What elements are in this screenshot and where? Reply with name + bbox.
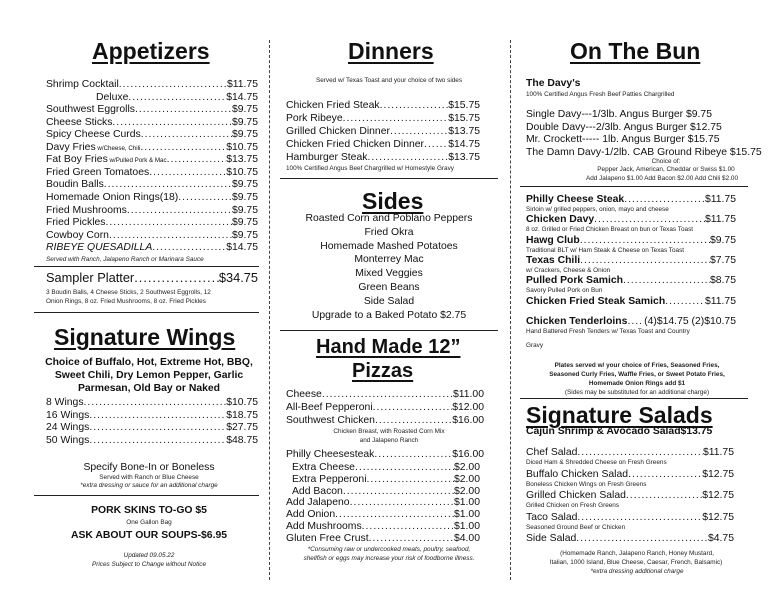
davys-heading: The Davy's bbox=[526, 78, 581, 89]
burger-name: Mr. Crockett----- 1lb. Angus Burger bbox=[526, 134, 688, 145]
wing-row bbox=[46, 410, 258, 422]
bun-item-name: Texas Chili bbox=[526, 254, 581, 266]
sw-note-2: and Jalapeno Ranch bbox=[359, 437, 419, 444]
choice-1: Choice of: bbox=[651, 158, 681, 165]
appetizer-name: Cheese Sticks bbox=[46, 116, 113, 128]
salad-row bbox=[526, 533, 734, 545]
bun-item-name: Chicken Tenderloins bbox=[526, 315, 628, 327]
pizza-extra-dots bbox=[350, 497, 454, 509]
salad-dots bbox=[577, 512, 702, 524]
bun-item-name: Chicken Fried Steak Samich bbox=[526, 295, 666, 307]
salad-note: Grilled Chicken on Fresh Greens bbox=[526, 502, 620, 510]
appetizer-name: Homemade Onion Rings(18) bbox=[46, 191, 179, 203]
burger-row bbox=[526, 109, 712, 121]
side-item: Side Salad bbox=[363, 295, 415, 307]
pizza-price: $12.00 bbox=[452, 402, 484, 413]
bun-item-dots bbox=[624, 194, 705, 206]
pizza-dots bbox=[373, 402, 453, 414]
warning-2: shellfish or eggs may increase your risk of foodborne illness. bbox=[303, 555, 475, 562]
side-item: Fried Okra bbox=[364, 226, 414, 238]
dinner-name: Chicken Fried Chicken Dinner bbox=[286, 139, 425, 150]
philly-pizza-name: Philly Cheesesteak bbox=[286, 449, 375, 460]
appetizer-row bbox=[46, 142, 258, 155]
salad-name: Taco Salad bbox=[526, 511, 578, 523]
wing-dots bbox=[84, 397, 227, 409]
dinner-row bbox=[286, 100, 480, 112]
dinners-divider bbox=[280, 178, 498, 179]
pizza-extra-name: Gluten Free Crust bbox=[286, 532, 369, 544]
wings-divider bbox=[34, 495, 259, 496]
pizza-dots bbox=[322, 389, 453, 401]
burger-price: $12.75 bbox=[690, 121, 722, 133]
dinner-price: $14.75 bbox=[448, 139, 480, 150]
appetizer-name: Deluxe bbox=[96, 91, 129, 103]
pizza-extra-name: Add Mushrooms bbox=[286, 521, 362, 532]
wings-desc-3: Parmesan, Old Bay or Naked bbox=[77, 383, 221, 394]
dinner-price: $15.75 bbox=[448, 100, 480, 111]
appetizer-name: Cowboy Corn bbox=[46, 229, 109, 241]
dinner-price: $13.75 bbox=[448, 126, 480, 137]
salad-price: $12.75 bbox=[702, 490, 734, 502]
pizza-extra-row bbox=[286, 497, 480, 509]
bone-note-2: *extra dressing or sauce for an additional charge bbox=[80, 482, 218, 489]
appetizer-dots bbox=[128, 92, 226, 104]
appetizer-dots bbox=[119, 79, 227, 91]
appetizer-price: $13.75 bbox=[226, 154, 258, 166]
appetizer-dots bbox=[109, 230, 232, 242]
appetizer-price: $9.75 bbox=[231, 217, 258, 229]
wings-desc-2: Sweet Chili, Dry Lemon Pepper, Garlic bbox=[54, 370, 244, 381]
dressing-1: (Homemade Ranch, Jalapeno Ranch, Honey Mustard, bbox=[560, 550, 714, 557]
sw-note-1: Chicken Breast, with Roasted Corn Mix bbox=[333, 428, 445, 435]
pizza-name: Cheese bbox=[286, 389, 322, 400]
salad-price: $11.75 bbox=[702, 447, 734, 459]
salad-price: $12.75 bbox=[702, 511, 734, 523]
plates-2: Seasoned Curly Fries, Waffle Fries, or Sweet Potato Fries, bbox=[549, 371, 725, 378]
appetizer-name: Fried Pickles bbox=[46, 217, 106, 229]
appetizer-row bbox=[46, 242, 258, 254]
pizza-extra-price: $1.00 bbox=[453, 521, 480, 532]
quesadilla-note: Served with Ranch, Jalapeno Ranch or Marinara Sauce bbox=[46, 256, 204, 263]
burger-name: The Damn Davy-1/2lb. CAB Ground Ribeye bbox=[526, 146, 730, 158]
wings-desc-1: Choice of Buffalo, Hot, Extreme Hot, BBQ, bbox=[45, 357, 253, 368]
plates-divider bbox=[520, 398, 748, 399]
side-item: Homemade Mashed Potatoes bbox=[320, 240, 458, 252]
pizzas-title-1: Hand Made 12” bbox=[316, 336, 461, 358]
bun-item-price: $9.75 bbox=[709, 234, 736, 246]
column-right bbox=[526, 0, 762, 602]
salad-dots bbox=[626, 490, 702, 502]
appetizer-dots bbox=[178, 192, 232, 204]
pizza-extra-dots bbox=[367, 474, 454, 486]
appetizer-name: Southwest Eggrolls bbox=[46, 104, 135, 116]
bun-item-row bbox=[526, 296, 736, 308]
bun-item-row bbox=[526, 275, 736, 287]
burger-row bbox=[526, 122, 722, 134]
pizza-extra-dots bbox=[355, 462, 454, 474]
appetizer-dots bbox=[167, 154, 227, 167]
appetizer-price: $14.75 bbox=[226, 91, 258, 103]
side-item: Green Beans bbox=[358, 282, 420, 293]
sampler-dots bbox=[134, 271, 219, 285]
bun-item-dots bbox=[580, 255, 710, 267]
wing-price: $48.75 bbox=[226, 434, 258, 446]
appetizer-row bbox=[46, 192, 258, 204]
bone-text: Specify Bone-In or Boneless bbox=[83, 462, 215, 473]
pizza-extra-name: Extra Cheese bbox=[292, 462, 355, 473]
bun-item-price: $7.75 bbox=[709, 254, 736, 266]
appetizers-divider bbox=[34, 266, 259, 267]
prices-note: Prices Subject to Change without Notice bbox=[91, 561, 207, 568]
pork-skins: PORK SKINS TO-GO $5 bbox=[91, 505, 207, 516]
pizza-extra-price: $2.00 bbox=[453, 462, 480, 473]
plates-1: Plates served w/ your choice of Fries, Seasoned Fries, bbox=[554, 362, 720, 369]
dinner-dots bbox=[390, 126, 448, 138]
salad-name: Grilled Chicken Salad bbox=[526, 490, 626, 502]
warning-1: *Consuming raw or undercooked meats, poultry, seafood, bbox=[307, 546, 471, 553]
appetizer-dots bbox=[140, 142, 226, 155]
sampler-price: $34.75 bbox=[218, 270, 258, 285]
pizza-dots bbox=[375, 415, 452, 427]
sampler-divider bbox=[34, 312, 259, 313]
dinner-dots bbox=[424, 139, 448, 151]
pizza-extra-price: $2.00 bbox=[453, 473, 480, 485]
bun-item-row bbox=[526, 194, 736, 206]
dinner-price: $13.75 bbox=[448, 152, 480, 163]
pizza-extra-name: Extra Pepperoni bbox=[292, 473, 367, 485]
appetizer-name: Boudin Balls bbox=[46, 179, 104, 191]
pizza-row bbox=[286, 415, 484, 427]
bun-item-note: Traditional BLT w/ Ham Steak & Cheese on Texas Toast bbox=[526, 246, 685, 254]
sides-title: Sides bbox=[362, 188, 424, 214]
bun-item-dots bbox=[594, 214, 705, 226]
sampler-name: Sampler Platter bbox=[46, 270, 135, 285]
dinner-row bbox=[286, 152, 480, 164]
salad-price: $12.75 bbox=[702, 468, 734, 480]
pizza-extra-price: $1.00 bbox=[453, 497, 480, 509]
appetizer-row bbox=[46, 179, 258, 191]
pizzas-title-2: Pizzas bbox=[352, 360, 414, 382]
appetizer-name: Shrimp Cocktail bbox=[46, 79, 119, 90]
appetizer-dots bbox=[127, 205, 232, 217]
appetizer-row bbox=[46, 154, 258, 167]
wing-row bbox=[46, 422, 258, 434]
bun-item-dots bbox=[623, 275, 710, 287]
salad-row bbox=[526, 469, 734, 481]
appetizer-sub: w/Cheese, Chili bbox=[95, 144, 141, 152]
wing-dots bbox=[89, 435, 226, 447]
salad-dots bbox=[577, 447, 703, 459]
dressing-2: Italian, 1000 Island, Blue Cheese, Caesar, French, Balsamic) bbox=[549, 559, 723, 566]
choice-2: Pepper Jack, American, Cheddar or Swiss $1.00 bbox=[597, 166, 735, 173]
pizza-row bbox=[286, 402, 484, 414]
wing-dots bbox=[89, 422, 226, 434]
ask-soups: ASK ABOUT OUR SOUPS-$6.95 bbox=[70, 530, 228, 541]
appetizer-sub: w/Pulled Pork & Mac bbox=[107, 157, 167, 165]
dinners-title: Dinners bbox=[348, 38, 434, 64]
pizza-name: Southwest Chicken bbox=[286, 415, 375, 426]
pizza-price: $11.00 bbox=[452, 389, 484, 400]
appetizer-name: Fat Boy Fries w/Pulled Pork & Mac bbox=[46, 154, 167, 166]
wing-row bbox=[46, 435, 258, 447]
dinner-row bbox=[286, 113, 480, 125]
bun-item-row bbox=[526, 255, 736, 267]
bun-item-dots bbox=[665, 296, 705, 308]
column-middle bbox=[284, 0, 494, 602]
burger-price: $15.75 bbox=[729, 146, 762, 158]
pizza-extra-name: Add Bacon bbox=[292, 485, 343, 497]
dinner-name: Chicken Fried Steak bbox=[286, 100, 380, 111]
dinner-name: Hamburger Steak bbox=[286, 152, 368, 163]
bun-title: On The Bun bbox=[570, 38, 701, 64]
wing-price: $18.75 bbox=[226, 409, 258, 421]
sampler-note-2: Onion Rings, 8 oz. Fried Mushrooms, 8 oz. Fried Pickles bbox=[46, 298, 206, 305]
pizza-extra-row bbox=[286, 462, 480, 474]
appetizer-price: $9.75 bbox=[231, 191, 258, 203]
bun-item-note: Sirloin w/ grilled peppers, onion, mayo and cheese bbox=[526, 206, 669, 213]
salad-row bbox=[526, 512, 734, 524]
gravy-note: Gravy bbox=[526, 342, 544, 349]
dinner-dots bbox=[367, 152, 448, 164]
salad-row bbox=[526, 426, 713, 438]
pizza-extra-dots bbox=[343, 486, 454, 498]
salad-note: Diced Ham & Shredded Cheese on Fresh Greens bbox=[526, 459, 667, 467]
appetizer-name: Fried Mushrooms bbox=[46, 204, 127, 216]
bun-item-dots bbox=[627, 316, 644, 328]
appetizer-dots bbox=[152, 242, 226, 254]
wing-name: 8 Wings bbox=[46, 397, 84, 408]
bun-item-note: Hand Battered Fresh Tenders w/ Texas Toast and Country bbox=[526, 327, 690, 335]
salad-row bbox=[526, 490, 734, 502]
philly-pizza-row bbox=[286, 449, 484, 461]
pizza-price: $16.00 bbox=[452, 415, 484, 426]
appetizer-row bbox=[46, 217, 258, 229]
burger-name: Double Davy---2/3lb. Angus Burger bbox=[526, 121, 691, 133]
philly-pizza-dots bbox=[374, 449, 452, 461]
bun-item-name: Chicken Davy bbox=[526, 214, 595, 226]
pizza-extra-name: Add Jalapeno bbox=[286, 497, 350, 509]
appetizer-name: Davy Fries w/Cheese, Chili bbox=[46, 141, 141, 153]
wing-row bbox=[46, 397, 258, 409]
appetizer-dots bbox=[135, 104, 232, 116]
side-item: Upgrade to a Baked Potato $2.75 bbox=[311, 309, 467, 321]
appetizer-row bbox=[46, 92, 258, 104]
wing-name: 16 Wings bbox=[46, 409, 90, 421]
salad-row bbox=[526, 447, 734, 459]
pizza-extra-row bbox=[286, 509, 480, 521]
column-divider-right bbox=[510, 40, 511, 580]
wing-price: $27.75 bbox=[226, 422, 258, 433]
pizza-extra-row bbox=[286, 533, 480, 545]
pizza-extra-price: $1.00 bbox=[453, 509, 480, 521]
bun-item-name: Hawg Club bbox=[526, 234, 580, 246]
bun-item-row bbox=[526, 235, 736, 247]
bun-item-price: $11.75 bbox=[704, 214, 736, 226]
salads-title: Signature Salads bbox=[526, 402, 713, 428]
appetizer-dots bbox=[105, 217, 232, 229]
burger-name: Single Davy---1/3lb. Angus Burger bbox=[526, 109, 686, 120]
appetizer-row bbox=[46, 167, 258, 179]
appetizer-dots bbox=[141, 129, 232, 141]
bun-item-price: $11.75 bbox=[704, 295, 736, 307]
salad-price: $4.75 bbox=[707, 533, 734, 544]
appetizer-row bbox=[46, 104, 258, 116]
column-divider-left bbox=[269, 40, 270, 580]
appetizer-row bbox=[46, 205, 258, 217]
bun-item-row bbox=[526, 214, 736, 226]
burgers-divider bbox=[520, 186, 748, 187]
side-item: Roasted Corn and Poblano Peppers bbox=[305, 213, 473, 224]
dinners-note: Served w/ Texas Toast and your choice of two sides bbox=[315, 77, 463, 84]
salad-name: Chef Salad bbox=[526, 447, 578, 459]
dinner-dots bbox=[343, 113, 449, 125]
dinner-row bbox=[286, 139, 480, 151]
appetizer-dots bbox=[112, 117, 232, 129]
appetizer-name: Fried Green Tomatoes bbox=[46, 166, 150, 178]
pizza-extra-dots bbox=[335, 509, 454, 521]
updated-note: Updated 09.05.22 bbox=[123, 552, 175, 559]
pizza-extra-dots bbox=[362, 521, 454, 533]
bone-note-1: Served with Ranch or Blue Cheese bbox=[99, 474, 199, 481]
appetizer-price: $14.75 bbox=[226, 242, 258, 254]
wing-name: 24 Wings bbox=[46, 422, 90, 433]
appetizer-price: $10.75 bbox=[226, 141, 258, 153]
bun-item-price: (4)$14.75 (2)$10.75 bbox=[644, 315, 736, 327]
plates-3: Homemade Onion Rings add $1 bbox=[588, 380, 686, 387]
column-left bbox=[40, 0, 258, 602]
pizza-row bbox=[286, 389, 484, 401]
appetizer-price: $9.75 bbox=[231, 129, 258, 141]
pizza-extra-price: $2.00 bbox=[453, 485, 480, 497]
appetizer-dots bbox=[104, 179, 232, 191]
sampler-row bbox=[46, 271, 258, 285]
bun-item-price: $11.75 bbox=[704, 194, 736, 205]
dinner-name: Pork Ribeye bbox=[286, 113, 343, 124]
bun-item-price: $8.75 bbox=[709, 275, 736, 287]
appetizer-price: $10.75 bbox=[226, 166, 258, 178]
sampler-note-1: 3 Boudin Balls, 4 Cheese Sticks, 2 Southwest Eggrolls, 12 bbox=[46, 289, 211, 296]
wing-price: $10.75 bbox=[226, 397, 258, 408]
bun-item-dots bbox=[580, 235, 710, 247]
appetizer-row bbox=[46, 117, 258, 129]
dinner-name: Grilled Chicken Dinner bbox=[286, 126, 390, 137]
side-item: Monterrey Mac bbox=[354, 254, 424, 266]
davys-note: 100% Certified Angus Fresh Beef Patties Chargrilled bbox=[526, 91, 675, 98]
burger-price: $9.75 bbox=[685, 109, 712, 120]
bun-item-note: w/ Crackers, Cheese & Onion bbox=[526, 266, 611, 274]
pizza-extra-row bbox=[286, 521, 480, 533]
philly-pizza-price: $16.00 bbox=[452, 449, 484, 460]
pizza-extra-name: Add Onion bbox=[286, 509, 336, 521]
bun-item-note: Savory Pulled Pork on Bun bbox=[526, 287, 603, 295]
pizza-extra-row bbox=[286, 486, 480, 498]
plates-4: (Sides may be substituted for an additional charge) bbox=[564, 389, 710, 396]
pizza-extra-dots bbox=[369, 533, 454, 545]
dinners-foot: 100% Certified Angus Beef Chargrilled w/ Homestyle Gravy bbox=[286, 165, 455, 172]
appetizer-row bbox=[46, 79, 258, 91]
bun-item-name: Pulled Pork Samich bbox=[526, 275, 624, 287]
dressing-3: *extra dressing additional charge bbox=[590, 568, 684, 575]
salad-name: Buffalo Chicken Salad bbox=[526, 468, 629, 480]
burger-row bbox=[526, 147, 762, 159]
dinner-dots bbox=[380, 100, 449, 112]
appetizer-dots bbox=[149, 167, 226, 179]
burger-price: $15.75 bbox=[687, 134, 720, 145]
dinner-row bbox=[286, 126, 480, 138]
bun-item-name: Philly Cheese Steak bbox=[526, 194, 625, 205]
appetizer-price: $9.75 bbox=[231, 204, 258, 216]
appetizer-price: $9.75 bbox=[231, 104, 258, 116]
appetizer-row bbox=[46, 230, 258, 242]
bun-item-row bbox=[526, 316, 736, 328]
salad-note: Boneless Chicken Wings on Fresh Greens bbox=[526, 480, 647, 488]
wing-dots bbox=[89, 410, 226, 422]
sides-divider bbox=[280, 330, 498, 331]
salad-name: Side Salad bbox=[526, 533, 577, 544]
pork-note: One Gallon Bag bbox=[126, 519, 172, 526]
appetizer-price: $9.75 bbox=[231, 179, 258, 191]
salad-dots bbox=[576, 533, 708, 545]
appetizer-price: $9.75 bbox=[231, 229, 258, 241]
appetizer-price: $11.75 bbox=[226, 79, 258, 90]
appetizer-price: $9.75 bbox=[231, 116, 258, 128]
pizza-extra-row bbox=[286, 474, 480, 486]
side-item: Mixed Veggies bbox=[355, 268, 423, 280]
salad-note: Seasoned Ground Beef or Chicken bbox=[526, 523, 626, 531]
burger-row bbox=[526, 134, 719, 146]
salad-price: $13.75 bbox=[680, 426, 713, 437]
pizza-name: All-Beef Pepperoni bbox=[286, 402, 373, 413]
dinner-price: $15.75 bbox=[448, 113, 480, 124]
appetizer-name: Spicy Cheese Curds bbox=[46, 129, 141, 141]
wings-title: Signature Wings bbox=[54, 324, 236, 350]
bun-item-note: 8 oz. Grilled or Fried Chicken Breast on bun or Texas Toast bbox=[526, 226, 694, 234]
appetizer-row bbox=[46, 129, 258, 141]
appetizers-title: Appetizers bbox=[92, 38, 210, 64]
choice-3: Add Jalapeno $1.00 Add Bacon $2.00 Add Chili $2.00 bbox=[585, 175, 739, 182]
pizza-extra-price: $4.00 bbox=[453, 532, 480, 544]
salad-name: Cajun Shrimp & Avocado Salad bbox=[526, 426, 681, 437]
wing-name: 50 Wings bbox=[46, 434, 90, 446]
appetizer-name: RIBEYE QUESADILLA bbox=[46, 242, 153, 254]
salad-dots bbox=[628, 469, 702, 481]
